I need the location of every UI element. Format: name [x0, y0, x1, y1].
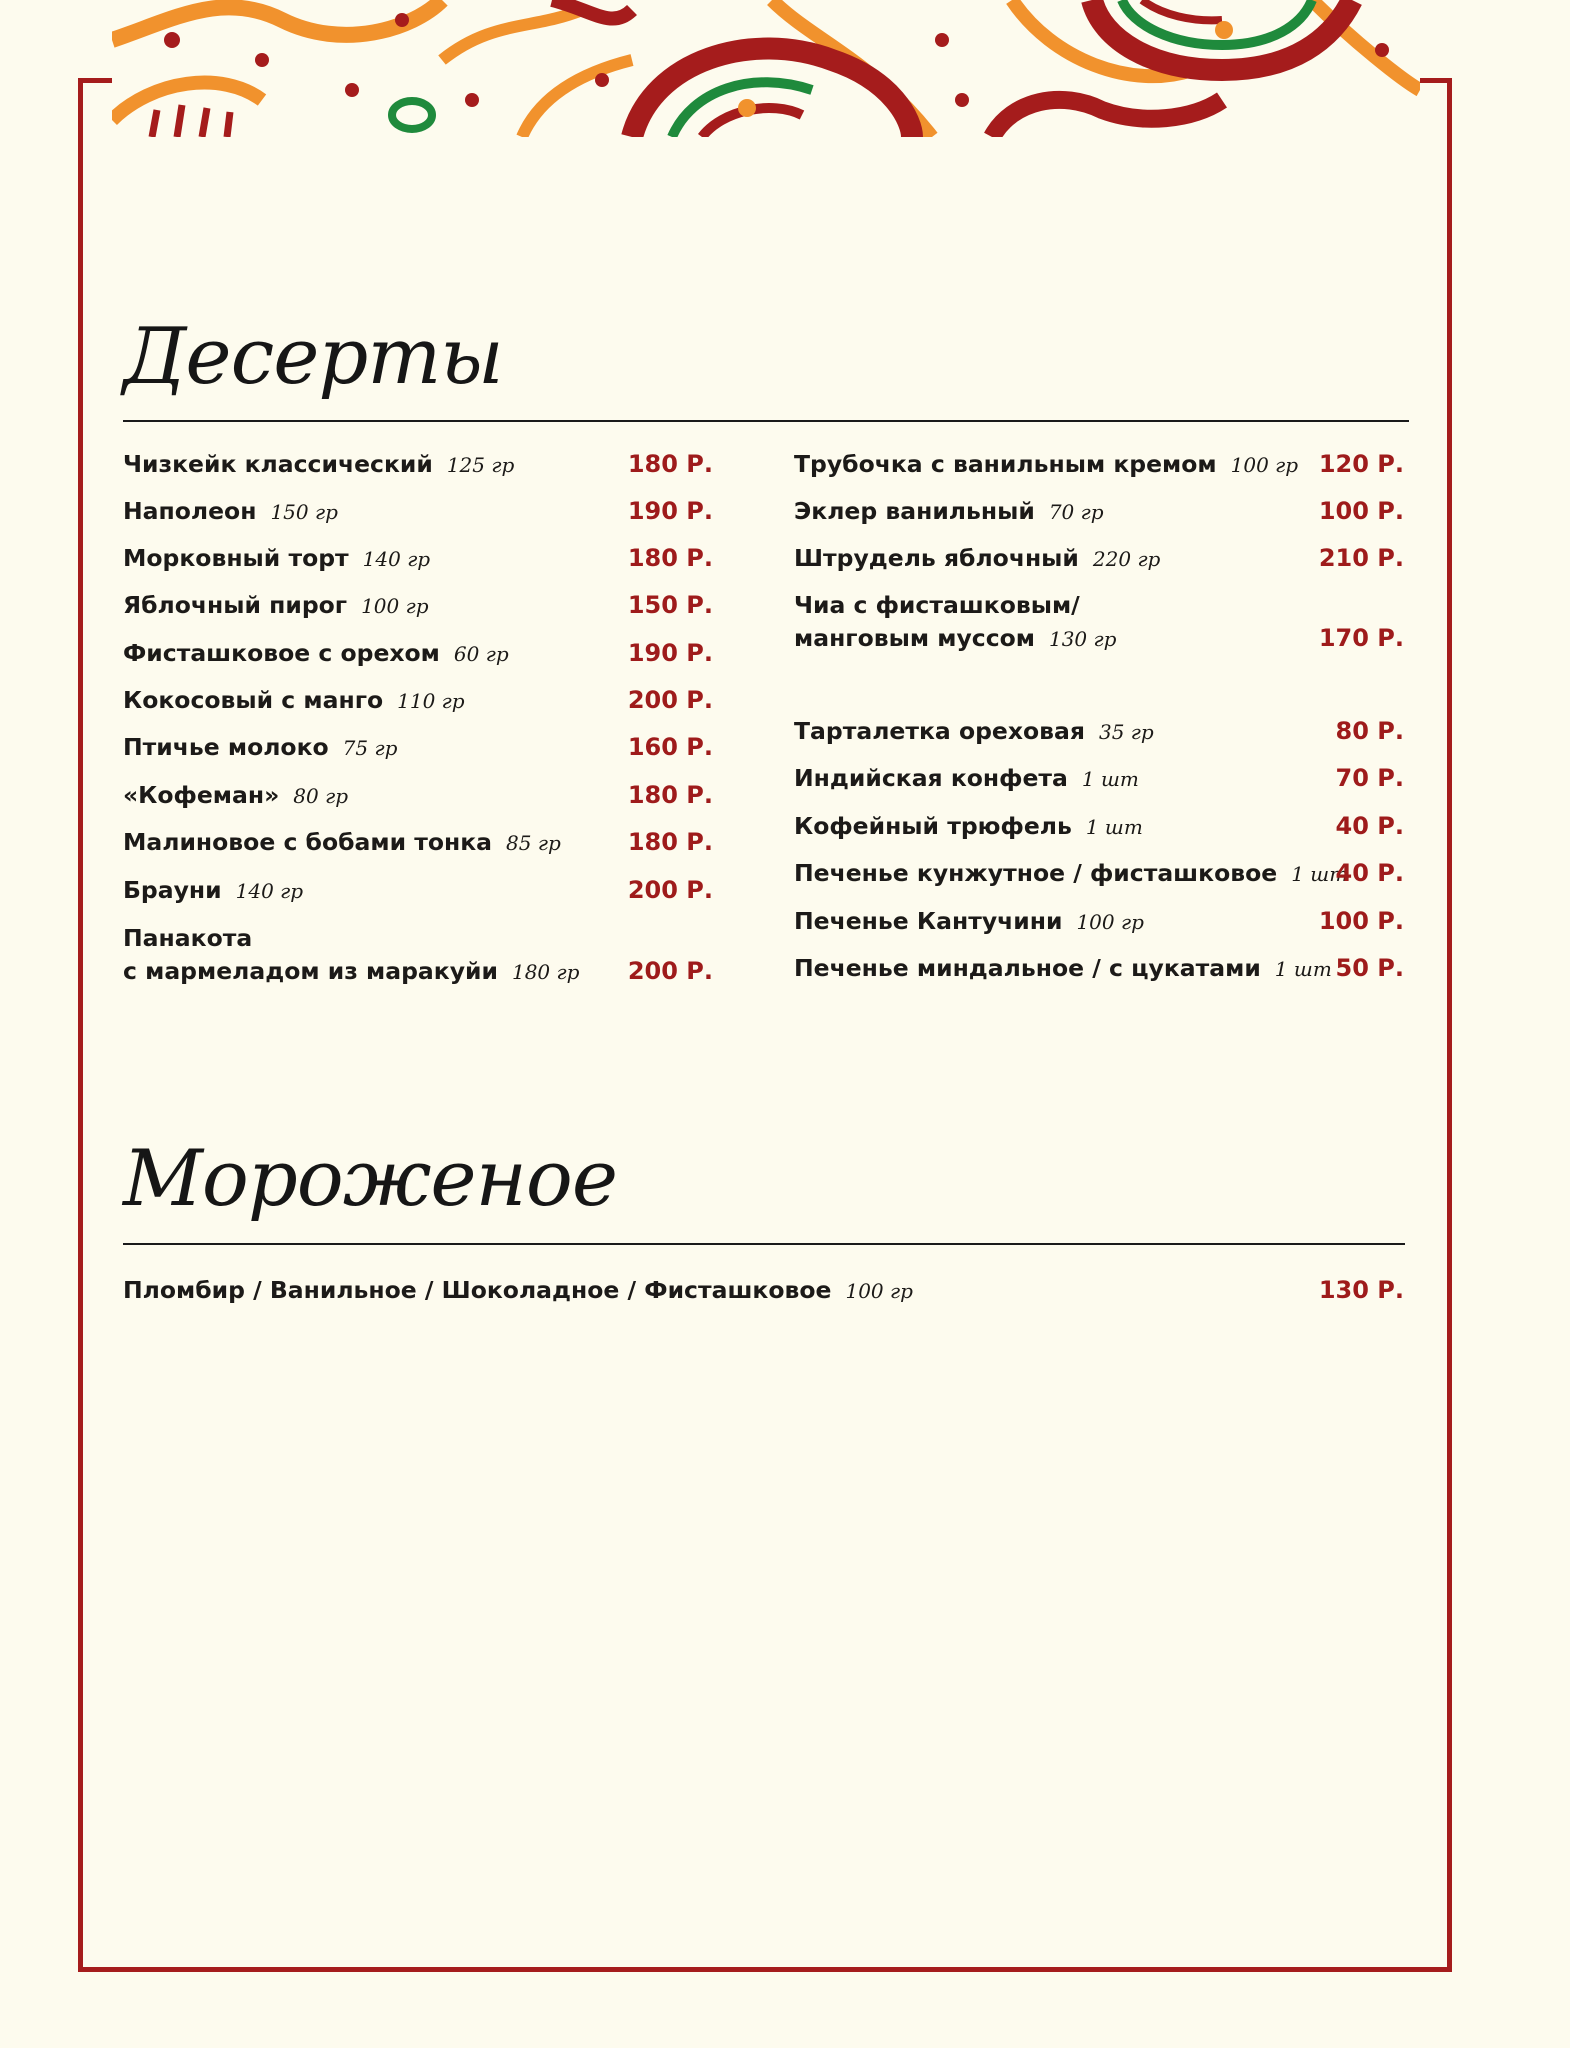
ornament-pattern-icon	[112, 0, 1420, 137]
icecream-title: Мороженое	[123, 1134, 618, 1224]
price: 120 Р.	[1318, 450, 1404, 478]
price: 200 Р.	[627, 686, 713, 714]
list-item: Яблочный пирог 100 гр	[123, 591, 429, 619]
price: 190 Р.	[627, 497, 713, 525]
list-item-line1: Панакота	[123, 924, 253, 952]
list-item: Печенье кунжутное / фисташковое 1 шт	[794, 859, 1349, 887]
price: 200 Р.	[627, 876, 713, 904]
price: 180 Р.	[627, 828, 713, 856]
price: 100 Р.	[1318, 497, 1404, 525]
list-item: Наполеон 150 гр	[123, 497, 338, 525]
list-item-line1: Чиа с фисташковым/	[794, 591, 1080, 619]
price: 130 Р.	[1318, 1276, 1404, 1304]
price: 40 Р.	[1335, 859, 1404, 887]
list-item: Кокосовый с манго 110 гр	[123, 686, 465, 714]
list-item: с мармеладом из маракуйи 180 гр	[123, 957, 580, 985]
list-item: Птичье молоко 75 гр	[123, 733, 398, 761]
price: 70 Р.	[1335, 764, 1404, 792]
list-item: Брауни 140 гр	[123, 876, 304, 904]
price: 160 Р.	[627, 733, 713, 761]
desserts-divider	[123, 420, 1409, 422]
list-item: Трубочка с ванильным кремом 100 гр	[794, 450, 1299, 478]
list-item: Печенье миндальное / с цукатами 1 шт	[794, 954, 1332, 982]
list-item: Тарталетка ореховая 35 гр	[794, 717, 1154, 745]
desserts-title: Десерты	[123, 312, 503, 402]
price: 100 Р.	[1318, 907, 1404, 935]
list-item: Кофейный трюфель 1 шт	[794, 812, 1143, 840]
list-item: Чизкейк классический 125 гр	[123, 450, 515, 478]
list-item: Штрудель яблочный 220 гр	[794, 544, 1161, 572]
price: 150 Р.	[627, 591, 713, 619]
list-item: Морковный торт 140 гр	[123, 544, 431, 572]
list-item: Эклер ванильный 70 гр	[794, 497, 1104, 525]
list-item: Малиновое с бобами тонка 85 гр	[123, 828, 561, 856]
list-item: Пломбир / Ванильное / Шоколадное / Фисташковое 100 гр	[123, 1276, 913, 1304]
price: 210 Р.	[1318, 544, 1404, 572]
list-item: Печенье Кантучини 100 гр	[794, 907, 1144, 935]
price: 80 Р.	[1335, 717, 1404, 745]
price: 50 Р.	[1335, 954, 1404, 982]
price: 40 Р.	[1335, 812, 1404, 840]
price: 180 Р.	[627, 544, 713, 572]
price: 190 Р.	[627, 639, 713, 667]
list-item: Фисташковое с орехом 60 гр	[123, 639, 509, 667]
price: 200 Р.	[627, 957, 713, 985]
price: 180 Р.	[627, 450, 713, 478]
price: 170 Р.	[1318, 624, 1404, 652]
list-item: Индийская конфета 1 шт	[794, 764, 1139, 792]
list-item: «Кофеман» 80 гр	[123, 781, 348, 809]
list-item: манговым муссом 130 гр	[794, 624, 1117, 652]
icecream-divider	[123, 1243, 1405, 1245]
price: 180 Р.	[627, 781, 713, 809]
decorative-pattern-banner	[112, 0, 1420, 137]
